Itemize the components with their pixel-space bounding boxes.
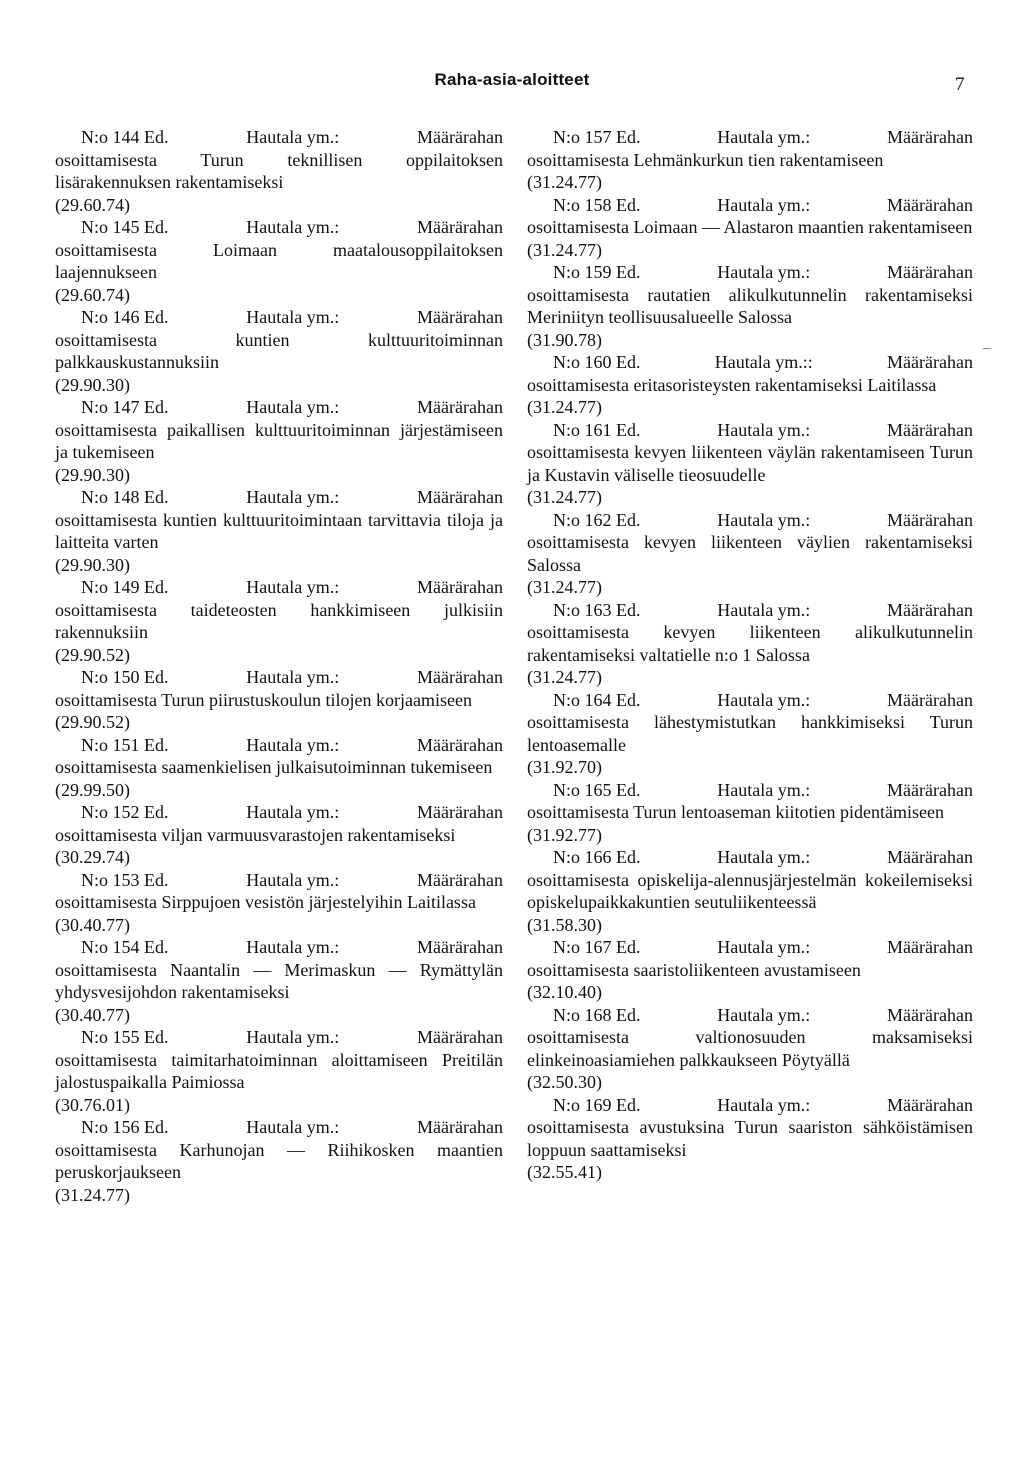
motion-text: osoittamisesta taimitarhatoiminnan aloittamiseen Preitilän jalostuspaikalla Paimiossa [55,1049,503,1092]
motion-entry [527,689,973,779]
entry-heading-line [527,1004,973,1027]
right-column [527,126,973,1184]
motion-author: Hautala ym.: [246,869,340,890]
motion-text: osoittamisesta Lehmänkurkun tien rakentamiseen [527,149,884,170]
motion-number: N:o 168 Ed. [553,1004,641,1025]
motion-heading: Määrärahan [887,127,973,147]
entry-heading-line [55,126,503,149]
entry-heading-line [527,779,973,802]
budget-code: (31.24.77) [527,487,602,507]
entry-heading-line [55,486,503,509]
entry-heading-line [527,936,973,959]
budget-code: (31.24.77) [527,667,602,687]
motion-entry [527,261,973,351]
motion-text: osoittamisesta kuntien kulttuuritoimintaan tarvittavia tiloja ja laitteita varten [55,509,503,552]
motion-heading: Määrärahan [417,217,503,237]
motion-text: osoittamisesta saamenkielisen julkaisutoiminnan tukemiseen [55,757,493,777]
motion-text: osoittamisesta Turun piirustuskoulun tilojen korjaamiseen [55,689,472,710]
motion-entry [527,194,973,262]
motion-author: Hautala ym.: [717,509,811,530]
entry-heading-line [527,846,973,869]
motion-text: osoittamisesta taideteosten hankkimiseen julkisiin rakennuksiin [55,599,503,642]
motion-author: Hautala ym.: [246,577,340,597]
motion-number: N:o 157 Ed. [553,127,641,147]
motion-number: N:o 167 Ed. [553,937,641,957]
motion-entry [55,126,503,216]
motion-number: N:o 165 Ed. [553,779,641,800]
motion-number: N:o 145 Ed. [81,217,169,237]
motion-author: Hautala ym.: [246,217,340,237]
motion-text: osoittamisesta Loimaan maatalousoppilaitoksen laajennukseen [55,239,503,282]
motion-author: Hautala ym.: [717,847,811,867]
motion-text: osoittamisesta lähestymistutkan hankkimiseksi Turun lentoasemalle [527,712,973,755]
motion-number: N:o 162 Ed. [553,509,641,530]
motion-number: N:o 166 Ed. [553,847,641,867]
motion-heading: Määrärahan [887,509,973,530]
entry-heading-line [55,396,503,419]
budget-code: (32.10.40) [527,982,602,1002]
motion-entry [55,801,503,869]
budget-code: (31.92.70) [527,757,602,777]
motion-entry [55,869,503,937]
motion-author: Hautala ym.: [246,1117,340,1137]
motion-entry [527,936,973,1004]
entry-heading-line [55,734,503,757]
motion-heading: Määrärahan [417,577,503,597]
motion-number: N:o 160 Ed. [553,352,641,372]
motion-number: N:o 144 Ed. [81,127,169,147]
motion-text: osoittamisesta Turun lentoaseman kiitotien pidentämiseen [527,802,944,822]
motion-text: osoittamisesta kuntien kulttuuritoiminnan palkkauskustannuksiin [55,329,503,372]
motion-author: Hautala ym.: [246,127,340,147]
budget-code: (31.92.77) [527,824,602,845]
motion-entry [527,779,973,847]
motion-heading: Määrärahan [887,689,973,710]
motion-entry [55,306,503,396]
motion-number: N:o 155 Ed. [81,1027,169,1047]
motion-number: N:o 149 Ed. [81,577,169,597]
motion-heading: Määrärahan [417,397,503,417]
motion-entry [527,1094,973,1184]
entry-heading-line [55,869,503,892]
motion-heading: Määrärahan [887,194,973,215]
budget-code: (32.55.41) [527,1162,602,1182]
motion-number: N:o 161 Ed. [553,419,641,440]
motion-entry [527,126,973,194]
page-number: 7 [955,74,965,95]
budget-code: (31.24.77) [527,239,602,260]
motion-number: N:o 152 Ed. [81,802,169,822]
motion-text: osoittamisesta kevyen liikenteen alikulkutunnelin rakentamiseksi valtatielle n:o 1 Salossa [527,622,973,665]
motion-text: osoittamisesta paikallisen kulttuuritoiminnan järjestämiseen ja tukemiseen [55,419,503,462]
motion-author: Hautala ym.: [717,1094,811,1115]
motion-entry [55,936,503,1026]
entry-heading-line [527,261,973,284]
motion-text: osoittamisesta kevyen liikenteen väylien rakentamiseksi Salossa [527,532,973,575]
motion-entry [527,509,973,599]
budget-code: (29.60.74) [55,194,130,215]
motion-author: Hautala ym.: [246,1027,340,1047]
motion-heading: Määrärahan [887,599,973,620]
budget-code: (32.50.30) [527,1072,602,1092]
entry-heading-line [55,576,503,599]
motion-text: osoittamisesta valtionosuuden maksamiseksi elinkeinoasiamiehen palkkaukseen Pöytyällä [527,1027,973,1070]
budget-code: (29.60.74) [55,284,130,305]
motion-entry [55,666,503,734]
budget-code: (31.90.78) [527,329,602,350]
motion-heading: Määrärahan [887,1004,973,1025]
motion-text: osoittamisesta Karhunojan — Riihikosken maantien peruskorjaukseen [55,1139,503,1182]
motion-text: osoittamisesta kevyen liikenteen väylän rakentamiseen Turun ja Kustavin väliselle tieosuudelle [527,442,973,485]
motion-author: Hautala ym.:: [714,352,813,372]
motion-text: osoittamisesta avustuksina Turun saariston sähköistämisen loppuun saattamiseksi [527,1117,973,1160]
motion-number: N:o 169 Ed. [553,1094,641,1115]
entry-heading-line [55,216,503,239]
motion-entry [527,419,973,509]
motion-number: N:o 156 Ed. [81,1117,169,1137]
motion-heading: Määrärahan [417,802,503,822]
entry-heading-line [55,666,503,689]
motion-heading: Määrärahan [887,419,973,440]
motion-author: Hautala ym.: [717,262,811,282]
motion-entry [527,1004,973,1094]
motion-number: N:o 150 Ed. [81,667,169,687]
budget-code: (30.29.74) [55,847,130,867]
motion-heading: Määrärahan [887,847,973,867]
motion-number: N:o 163 Ed. [553,599,641,620]
motion-text: osoittamisesta viljan varmuusvarastojen rakentamiseksi [55,824,456,845]
motion-number: N:o 158 Ed. [553,194,641,215]
entry-heading-line [527,126,973,149]
motion-heading: Määrärahan [887,779,973,800]
margin-mark [983,348,991,349]
motion-heading: Määrärahan [417,1117,503,1137]
motion-heading: Määrärahan [417,869,503,890]
budget-code: (31.24.77) [55,1184,130,1205]
motion-heading: Määrärahan [887,937,973,957]
motion-heading: Määrärahan [417,307,503,327]
budget-code: (30.76.01) [55,1094,130,1115]
motion-text: osoittamisesta Loimaan — Alastaron maantien rakentamiseen [527,217,973,237]
motion-text: osoittamisesta Naantalin — Merimaskun — Rymättylän yhdysvesijohdon rakentamiseksi [55,959,503,1002]
entry-heading-line [527,419,973,442]
motion-heading: Määrärahan [887,1094,973,1115]
motion-author: Hautala ym.: [717,689,811,710]
motion-entry [55,1026,503,1116]
motion-heading: Määrärahan [417,734,503,755]
motion-number: N:o 151 Ed. [81,734,169,755]
entry-heading-line [55,801,503,824]
motion-entry [527,599,973,689]
motion-author: Hautala ym.: [717,419,811,440]
motion-author: Hautala ym.: [246,734,340,755]
motion-author: Hautala ym.: [717,937,811,957]
entry-heading-line [527,194,973,217]
motion-entry [55,396,503,486]
motion-text: osoittamisesta eritasoristeysten rakentamiseksi Laitilassa [527,374,937,395]
budget-code: (29.90.30) [55,374,130,395]
motion-number: N:o 154 Ed. [81,937,169,957]
budget-code: (29.90.52) [55,644,130,665]
motion-heading: Määrärahan [887,262,973,282]
motion-heading: Määrärahan [417,487,503,507]
motion-text: osoittamisesta saaristoliikenteen avustamiseen [527,959,861,980]
motion-heading: Määrärahan [417,1027,503,1047]
entry-heading-line [527,599,973,622]
motion-author: Hautala ym.: [717,599,811,620]
motion-text: osoittamisesta opiskelija-alennusjärjestelmän kokeilemiseksi opiskelupaikkakuntien seutuliikenteessä [527,869,973,912]
entry-heading-line [527,509,973,532]
motion-author: Hautala ym.: [717,779,811,800]
motion-author: Hautala ym.: [246,667,340,687]
entry-heading-line [527,1094,973,1117]
motion-number: N:o 148 Ed. [81,487,169,507]
entry-heading-line [527,689,973,712]
motion-author: Hautala ym.: [246,802,340,822]
motion-text: osoittamisesta Sirppujoen vesistön järjestelyihin Laitilassa [55,892,476,912]
entry-heading-line [55,1026,503,1049]
motion-heading: Määrärahan [417,127,503,147]
motion-author: Hautala ym.: [246,397,340,417]
motion-entry [55,486,503,576]
budget-code: (29.90.30) [55,464,130,485]
entry-heading-line [55,306,503,329]
motion-number: N:o 147 Ed. [81,397,169,417]
budget-code: (29.99.50) [55,779,130,800]
motion-heading: Määrärahan [417,937,503,957]
motion-entry [55,216,503,306]
motion-text: osoittamisesta Turun teknillisen oppilaitoksen lisärakennuksen rakentamiseksi [55,149,503,192]
budget-code: (29.90.52) [55,712,130,732]
motion-author: Hautala ym.: [246,937,340,957]
motion-text: osoittamisesta rautatien alikulkutunnelin rakentamiseksi Meriniityn teollisuusalueelle Salossa [527,284,973,327]
motion-author: Hautala ym.: [717,1004,811,1025]
motion-entry [55,1116,503,1206]
motion-author: Hautala ym.: [717,127,811,147]
motion-author: Hautala ym.: [717,194,811,215]
budget-code: (31.24.77) [527,172,602,192]
motion-number: N:o 159 Ed. [553,262,641,282]
entry-heading-line [55,936,503,959]
entry-heading-line [527,351,973,374]
motion-heading: Määrärahan [417,667,503,687]
budget-code: (29.90.30) [55,554,130,575]
budget-code: (31.24.77) [527,397,602,417]
budget-code: (30.40.77) [55,1004,130,1025]
motion-number: N:o 153 Ed. [81,869,169,890]
motion-entry [527,351,973,419]
motion-entry [55,734,503,802]
motion-entry [55,576,503,666]
budget-code: (31.24.77) [527,577,602,597]
motion-author: Hautala ym.: [246,487,340,507]
entry-heading-line [55,1116,503,1139]
left-column [55,126,503,1206]
running-head: Raha-asia-aloitteet [434,70,590,89]
budget-code: (30.40.77) [55,914,130,935]
motion-heading: Määrärahan [887,352,973,372]
motion-number: N:o 164 Ed. [553,689,641,710]
motion-entry [527,846,973,936]
motion-author: Hautala ym.: [246,307,340,327]
motion-number: N:o 146 Ed. [81,307,169,327]
budget-code: (31.58.30) [527,914,602,935]
